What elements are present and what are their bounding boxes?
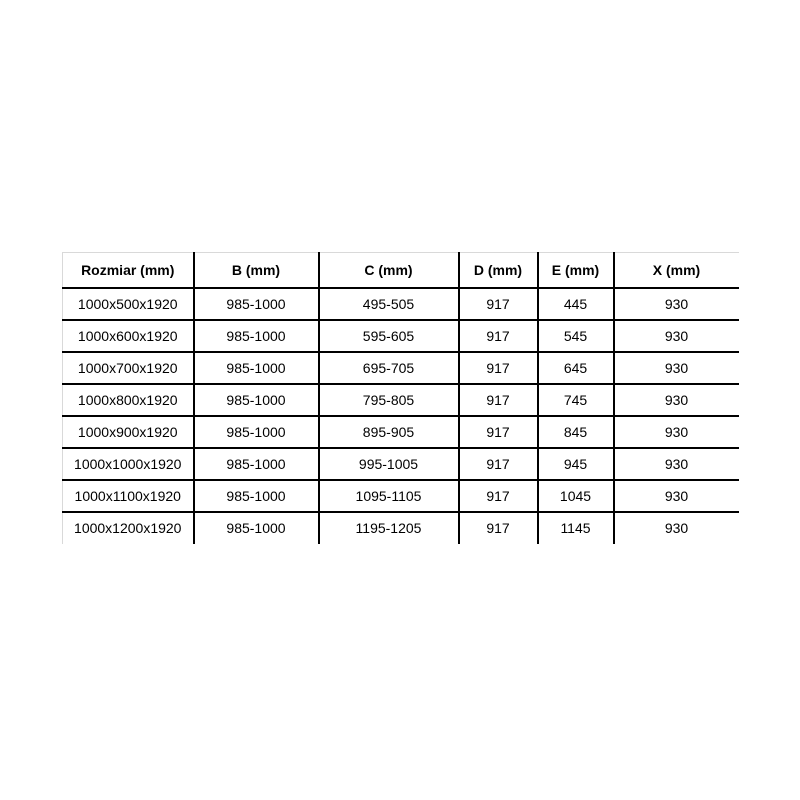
cell-e: 745 — [538, 384, 614, 416]
cell-x: 930 — [614, 352, 739, 384]
table-row — [63, 448, 739, 480]
cell-d: 917 — [459, 416, 538, 448]
cell-x: 930 — [614, 288, 739, 320]
cell-e: 1145 — [538, 512, 614, 544]
cell-c: 1195-1205 — [319, 512, 459, 544]
cell-c: 695-705 — [319, 352, 459, 384]
table-row — [63, 480, 739, 512]
cell-x: 930 — [614, 480, 739, 512]
cell-d: 917 — [459, 448, 538, 480]
column-header-b: B (mm) — [194, 253, 319, 288]
cell-rozmiar: 1000x800x1920 — [63, 384, 194, 416]
cell-b: 985-1000 — [194, 288, 319, 320]
cell-rozmiar: 1000x1200x1920 — [63, 512, 194, 544]
cell-c: 795-805 — [319, 384, 459, 416]
cell-rozmiar: 1000x900x1920 — [63, 416, 194, 448]
cell-rozmiar: 1000x500x1920 — [63, 288, 194, 320]
table-row — [63, 384, 739, 416]
cell-e: 1045 — [538, 480, 614, 512]
cell-x: 930 — [614, 320, 739, 352]
cell-b: 985-1000 — [194, 448, 319, 480]
cell-d: 917 — [459, 320, 538, 352]
table-row — [63, 320, 739, 352]
cell-e: 945 — [538, 448, 614, 480]
column-header-c: C (mm) — [319, 253, 459, 288]
column-header-e: E (mm) — [538, 253, 614, 288]
cell-x: 930 — [614, 416, 739, 448]
cell-d: 917 — [459, 288, 538, 320]
cell-rozmiar: 1000x700x1920 — [63, 352, 194, 384]
dimensions-table — [62, 252, 739, 544]
cell-c: 1095-1105 — [319, 480, 459, 512]
cell-c: 895-905 — [319, 416, 459, 448]
cell-d: 917 — [459, 512, 538, 544]
cell-x: 930 — [614, 384, 739, 416]
table-row — [63, 288, 739, 320]
cell-b: 985-1000 — [194, 480, 319, 512]
column-header-rozmiar: Rozmiar (mm) — [63, 253, 194, 288]
table-row — [63, 512, 739, 544]
cell-b: 985-1000 — [194, 352, 319, 384]
cell-e: 845 — [538, 416, 614, 448]
cell-e: 645 — [538, 352, 614, 384]
dimensions-table-container — [62, 252, 738, 544]
cell-e: 445 — [538, 288, 614, 320]
cell-rozmiar: 1000x1100x1920 — [63, 480, 194, 512]
table-row — [63, 352, 739, 384]
cell-rozmiar: 1000x600x1920 — [63, 320, 194, 352]
cell-rozmiar: 1000x1000x1920 — [63, 448, 194, 480]
cell-x: 930 — [614, 512, 739, 544]
cell-d: 917 — [459, 352, 538, 384]
table-row — [63, 416, 739, 448]
cell-b: 985-1000 — [194, 320, 319, 352]
cell-b: 985-1000 — [194, 384, 319, 416]
cell-c: 995-1005 — [319, 448, 459, 480]
column-header-x: X (mm) — [614, 253, 739, 288]
column-header-d: D (mm) — [459, 253, 538, 288]
cell-d: 917 — [459, 480, 538, 512]
cell-e: 545 — [538, 320, 614, 352]
table-header-row — [63, 253, 739, 288]
cell-c: 495-505 — [319, 288, 459, 320]
cell-d: 917 — [459, 384, 538, 416]
cell-c: 595-605 — [319, 320, 459, 352]
cell-x: 930 — [614, 448, 739, 480]
cell-b: 985-1000 — [194, 512, 319, 544]
cell-b: 985-1000 — [194, 416, 319, 448]
